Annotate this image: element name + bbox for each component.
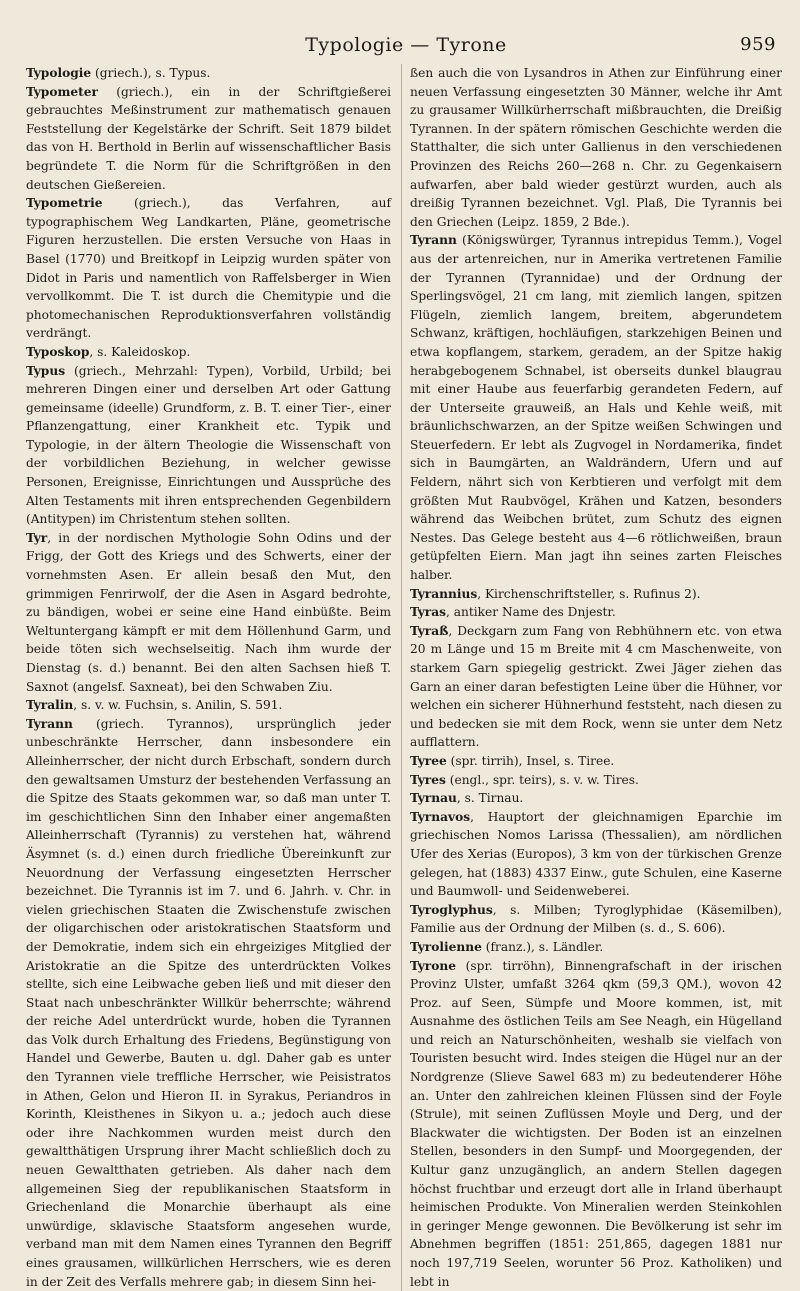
dictionary-entry <box>410 808 782 901</box>
dictionary-entry <box>26 696 391 715</box>
entry-text: , s. Tirnau. <box>457 791 523 805</box>
entry-headword: Typologie <box>26 66 91 80</box>
entry-headword: Tyrnau <box>410 791 457 805</box>
dictionary-entry <box>26 362 391 529</box>
dictionary-entry <box>410 231 782 584</box>
dictionary-entry <box>26 715 391 1291</box>
entry-headword: Tyrann <box>410 233 457 247</box>
entry-headword: Tyrnavos <box>410 810 470 824</box>
entry-text: (griech.), s. Typus. <box>91 66 210 80</box>
running-title: Typologie — Tyrone <box>305 34 507 56</box>
page-header <box>26 30 786 60</box>
entry-text: (engl., spr. teirs), s. v. w. Tires. <box>446 773 639 787</box>
entry-text: (franz.), s. Ländler. <box>482 940 603 954</box>
entry-text: , s. Milben; Tyroglyphidae (Käsemilben), Familie aus der Ordnung der Milben (s. d., S. 606). <box>410 903 782 936</box>
entry-headword: Typoskop <box>26 345 89 359</box>
entry-headword: Tyree <box>410 754 447 768</box>
entry-text: , Kirchenschriftsteller, s. Rufinus 2). <box>477 587 700 601</box>
dictionary-entry <box>410 771 782 790</box>
entry-text: , s. Kaleidoskop. <box>89 345 190 359</box>
entry-text: (griech. Tyrannos), ursprünglich jeder unbeschränkte Herrscher, dann insbesondere ein Alleinherrscher, der nicht durch Erbschaft, sondern durch den gewaltsamen Umsturz der bestehenden Verfassung an die Spitze des Staats gekommen war, so daß man unter T. im geschichtlichen Sinn den Inhaber einer angemaßten Alleinherrschaft (Tyrannis) zu verstehen hat, während Äsymnet (s. d.) einen durch friedliche Übereinkunft zur Neuordnung der Verfassung eingesetzten Herrscher bezeichnet. Die Tyrannis ist im 7. und 6. Jahrh. v. Chr. in vielen griechischen Staaten die Zwischenstufe zwischen der oligarchischen oder aristokratischen Staatsform und der Demokratie, indem sich ein ehrgeiziges Mitglied der Aristokratie an die Spitze des unterdrückten Volkes stellte, sich eine Leibwache geben ließ und mit dieser den Staat nach unbeschränkter Willkür beherrschte; während der reiche Adel unterdrückt wurde, hoben die Tyrannen das Volk durch Erhaltung des Friedens, Begünstigung von Handel und Gewerbe, Bauten u. dgl. Daher gab es unter den Tyrannen viele treffliche Herrscher, wie Peisistratos in Athen, Gelon und Hieron II. in Syrakus, Periandros in Korinth, Kleisthenes in Sikyon u. a.; jedoch auch diese oder ihre Nachkommen wurden meist durch den gewaltthätigen Ursprung ihrer Macht schließlich doch zu neuen Gewaltthaten getrieben. Als daher nach dem allgemeinen Sieg der republikanischen Staatsform in Griechenland die Monarchie überhaupt als eine unwürdige, sklavische Staatsform angesehen wurde, verband man mit dem Namen eines Tyrannen den Begriff eines grausamen, willkürlichen Herrschers, wie es deren in der Zeit des Verfalls mehrere gab; in diesem Sinn hei- <box>26 717 391 1289</box>
entry-text: (spr. tirrih), Insel, s. Tiree. <box>447 754 615 768</box>
dictionary-entry <box>410 603 782 622</box>
dictionary-entry <box>410 622 782 752</box>
dictionary-entry <box>26 64 391 83</box>
dictionary-entry <box>410 938 782 957</box>
dictionary-entry <box>26 194 391 343</box>
entry-headword: Tyralin <box>26 698 73 712</box>
dictionary-entry <box>26 83 391 195</box>
entry-headword: Tyrone <box>410 959 456 973</box>
entry-headword: Tyraß <box>410 624 448 638</box>
left-column <box>26 64 391 1291</box>
dictionary-entry <box>26 343 391 362</box>
entry-text: (Königswürger, Tyrannus intrepidus Temm.), Vogel aus der artenreichen, nur in Amerika vertretenen Familie der Tyrannen (Tyrannidae) und der Ordnung der Sperlingsvögel, 21 cm lang, mit ziemlich langen, spitzen Flügeln, ziemlich langem, breitem, abgerundetem Schwanz, kräftigen, hochläufigen, starkzehigen Beinen und etwa kopflangem, starkem, geradem, an der Spitze hakig herabgebogenem Schnabel, ist oberseits dunkel blaugrau mit einer Haube aus feuerfarbig gerandeten Federn, auf der Unterseite grauweiß, an Hals und Kehle weiß, mit bräunlichschwarzen, an der Spitze weißen Schwingen und Steuerfedern. Er lebt als Zugvogel in Nordamerika, findet sich in Baumgärten, an Waldrändern, Ufern und auf Feldern, nährt sich von Kerbtieren und verfolgt mit dem größten Mut Raubvögel, Krähen und Katzen, besonders während das Weibchen brütet, zum Schutz des eignen Nestes. Das Gelege besteht aus 4—6 rötlichweißen, braun getüpfelten Eiern. Man jagt ihn seines zarten Fleisches halber. <box>410 233 782 582</box>
dictionary-entry <box>26 529 391 696</box>
entry-text: , in der nordischen Mythologie Sohn Odins und der Frigg, der Gott des Kriegs und des Schwerts, einer der vornehmsten Asen. Er allein besaß den Mut, den grimmigen Fenrirwolf, der die Asen in Asgard bedrohte, zu bändigen, wobei er seine eine Hand einbüßte. Beim Weltuntergang kämpft er mit dem Höllenhund Garm, und beide töten sich wechselseitig. Nach ihm wurde der Dienstag (s. d.) benannt. Bei den alten Sachsen hieß T. Saxnot (angelsf. Saxneat), bei den Schwaben Ziu. <box>26 531 391 694</box>
entry-headword: Tyr <box>26 531 47 545</box>
entry-headword: Tyres <box>410 773 446 787</box>
dictionary-entry <box>410 789 782 808</box>
entry-text: (griech.), ein in der Schriftgießerei gebrauchtes Meßinstrument zur mathematisch genauen Feststellung der Kegelstärke der Schrift. Seit 1879 bildet das von H. Berthold in Berlin auf wissenschaftlicher Basis begründete T. die Norm für die Schriftgrößen in den deutschen Gießereien. <box>26 85 391 192</box>
entry-text: (griech., Mehrzahl: Typen), Vorbild, Urbild; bei mehreren Dingen einer und derselben Art oder Gattung gemeinsame (ideelle) Grundform, z. B. T. einer Tier-, einer Pflanzengattung, einer Krankheit etc. Typik und Typologie, in der ältern Theologie die Wissenschaft von der vorbildlichen Beziehung, in welcher gewisse Personen, Ereignisse, Einrichtungen und Aussprüche des Alten Testaments mit ihren entsprechenden Gegenbildern (Antitypen) im Christentum stehen sollten. <box>26 364 391 527</box>
text-columns <box>26 64 786 1291</box>
entry-headword: Tyras <box>410 605 446 619</box>
entry-headword: Tyrann <box>26 717 73 731</box>
entry-headword: Typometrie <box>26 196 103 210</box>
entry-text: , Deckgarn zum Fang von Rebhühnern etc. von etwa 20 m Länge und 15 m Breite mit 4 cm Maschenweite, von starkem Garn spiegelig gestrickt. Zwei Jäger ziehen das Garn an einer daran befestigten Leine über die Hühner, vor welchen ein sicherer Hühnerhund feststeht, nach diesen zu und bedecken sie mit dem Rock, wenn sie unter dem Netz aufflattern. <box>410 624 782 750</box>
dictionary-entry <box>410 585 782 604</box>
right-column <box>401 64 782 1291</box>
entry-text: (spr. tirröhn), Binnengrafschaft in der irischen Provinz Ulster, umfaßt 3264 qkm (59,3 QM.), wovon 42 Proz. auf Seen, Sümpfe und Moore kommen, ist, mit Ausnahme des östlichen Teils am See Neagh, ein Hügelland und reich an Naturschönheiten, weshalb sie vielfach von Touristen besucht wird. Indes steigen die Hügel nur an der Nordgrenze (Slieve Sawel 683 m) zu bedeutenderer Höhe an. Unter den zahlreichen kleinen Flüssen sind der Foyle (Strule), mit seinen Zuflüssen Moyle und Derg, und der Blackwater die wichtigsten. Der Boden ist an einzelnen Stellen, besonders in den Sumpf- und Moorgegenden, der Kultur ganz unzugänglich, an andern Stellen dagegen höchst fruchtbar und erzeugt dort alle in Irland überhaupt heimischen Produkte. Von Mineralien werden Steinkohlen in geringer Menge gewonnen. Die Bevölkerung ist sehr im Abnehmen begriffen (1851: 251,865, dagegen 1881 nur noch 197,719 Seelen, worunter 56 Proz. Katholiken) und lebt in <box>410 959 782 1289</box>
entry-text: , antiker Name des Dnjestr. <box>446 605 616 619</box>
entry-text: ßen auch die von Lysandros in Athen zur Einführung einer neuen Verfassung eingesetzten 30 Männer, welche ihr Amt zu grausamer Willkürherrschaft mißbrauchten, die Dreißig Tyrannen. In der spätern römischen Geschichte werden die Statthalter, die sich unter Gallienus in den verschiedenen Provinzen des Reichs 260—268 n. Chr. zu Gegenkaisern aufwarfen, aber bald wieder gestürzt wurden, auch als dreißig Tyrannen bezeichnet. Vgl. Plaß, Die Tyrannis bei den Griechen (Leipz. 1859, 2 Bde.). <box>410 66 782 229</box>
entry-text: , Hauptort der gleichnamigen Eparchie im griechischen Nomos Larissa (Thessalien), am nördlichen Ufer des Xerias (Europos), 3 km von der türkischen Grenze gelegen, hat (1883) 4337 Einw., gute Schulen, eine Kaserne und Baumwoll- und Seidenweberei. <box>410 810 782 898</box>
entry-text: , s. v. w. Fuchsin, s. Anilin, S. 591. <box>73 698 282 712</box>
entry-headword: Tyroglyphus <box>410 903 493 917</box>
dictionary-entry <box>410 957 782 1291</box>
dictionary-entry <box>410 901 782 938</box>
page-number: 959 <box>740 30 776 60</box>
dictionary-entry <box>410 64 782 231</box>
entry-headword: Typometer <box>26 85 98 99</box>
entry-headword: Tyrolienne <box>410 940 482 954</box>
entry-headword: Typus <box>26 364 65 378</box>
entry-headword: Tyrannius <box>410 587 477 601</box>
entry-text: (griech.), das Verfahren, auf typographischem Weg Landkarten, Pläne, geometrische Figuren herzustellen. Die ersten Versuche von Haas in Basel (1770) und Breitkopf in Leipzig wurden später von Didot in Paris und namentlich von Raffelsberger in Wien vervollkommt. Die T. ist durch die Chemitypie und die photomechanischen Reproduktionsverfahren vollständig verdrängt. <box>26 196 391 340</box>
dictionary-entry <box>410 752 782 771</box>
